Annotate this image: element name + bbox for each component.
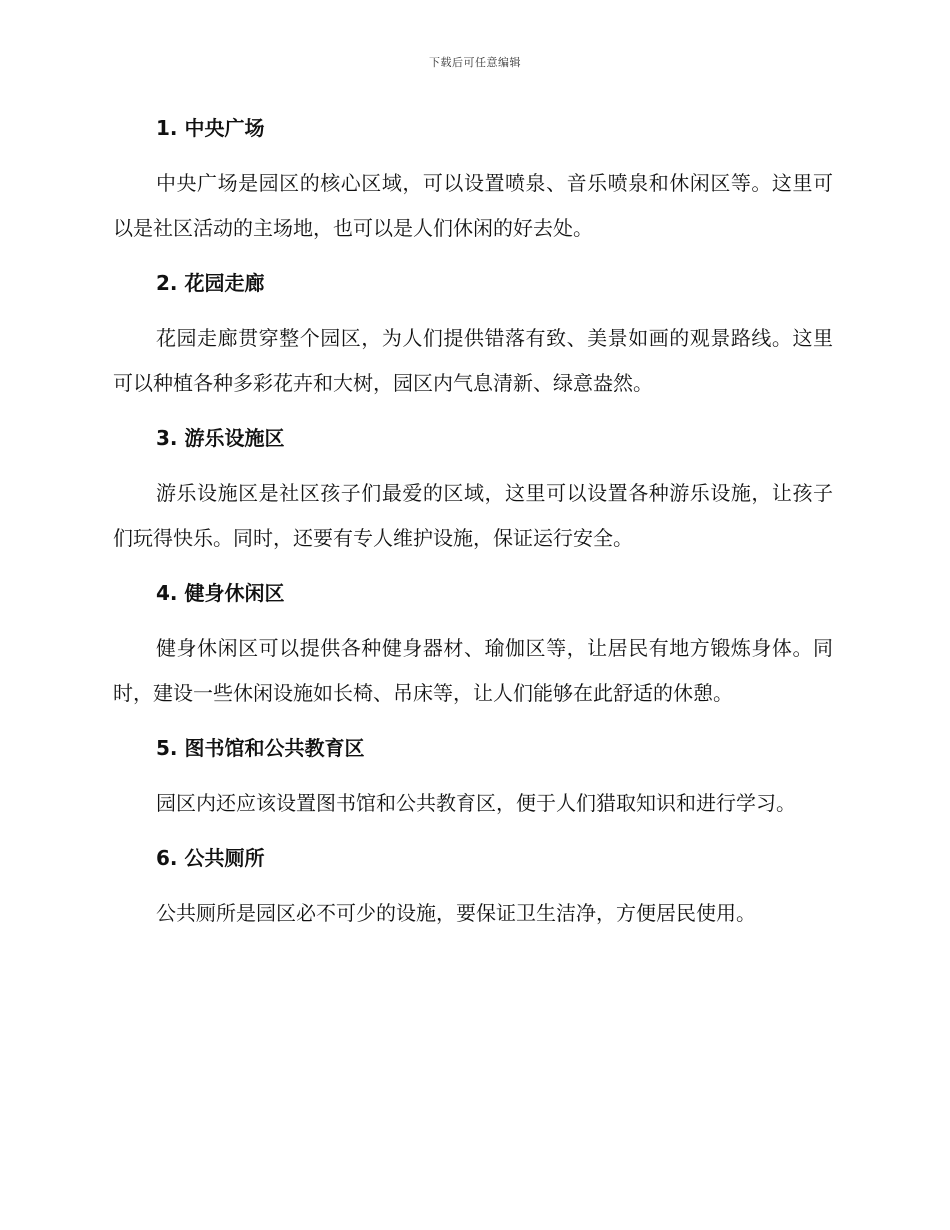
section-fitness-leisure: [113, 573, 833, 716]
section-library-education: [113, 728, 833, 826]
section-paragraph: 健身休闲区可以提供各种健身器材、瑜伽区等，让居民有地方锻炼身体。同时，建设一些休闲设施如长椅、吊床等，让人们能够在此舒适的休憩。: [113, 636, 833, 705]
section-heading: 4. 健身休闲区: [156, 581, 285, 605]
section-garden-corridor: [113, 263, 833, 406]
section-central-plaza: [113, 108, 833, 251]
section-heading: 3. 游乐设施区: [156, 426, 285, 450]
page-header-note: 下载后可任意编辑: [429, 56, 521, 69]
section-heading: 5. 图书馆和公共教育区: [156, 736, 365, 760]
section-playground: [113, 418, 833, 561]
section-paragraph: 公共厕所是园区必不可少的设施，要保证卫生洁净，方便居民使用。: [156, 901, 756, 925]
section-paragraph: 花园走廊贯穿整个园区，为人们提供错落有致、美景如画的观景路线。这里可以种植各种多彩花卉和大树，园区内气息清新、绿意盎然。: [113, 326, 833, 395]
section-heading: 6. 公共厕所: [156, 846, 265, 870]
document-content: [113, 108, 833, 948]
section-paragraph: 游乐设施区是社区孩子们最爱的区域，这里可以设置各种游乐设施，让孩子们玩得快乐。同时，还要有专人维护设施，保证运行安全。: [113, 481, 833, 550]
section-public-toilet: [113, 838, 833, 936]
section-heading: 2. 花园走廊: [156, 271, 265, 295]
section-paragraph: 中央广场是园区的核心区域，可以设置喷泉、音乐喷泉和休闲区等。这里可以是社区活动的主场地，也可以是人们休闲的好去处。: [113, 171, 833, 240]
section-paragraph: 园区内还应该设置图书馆和公共教育区，便于人们猎取知识和进行学习。: [156, 791, 796, 815]
section-heading: 1. 中央广场: [156, 116, 265, 140]
